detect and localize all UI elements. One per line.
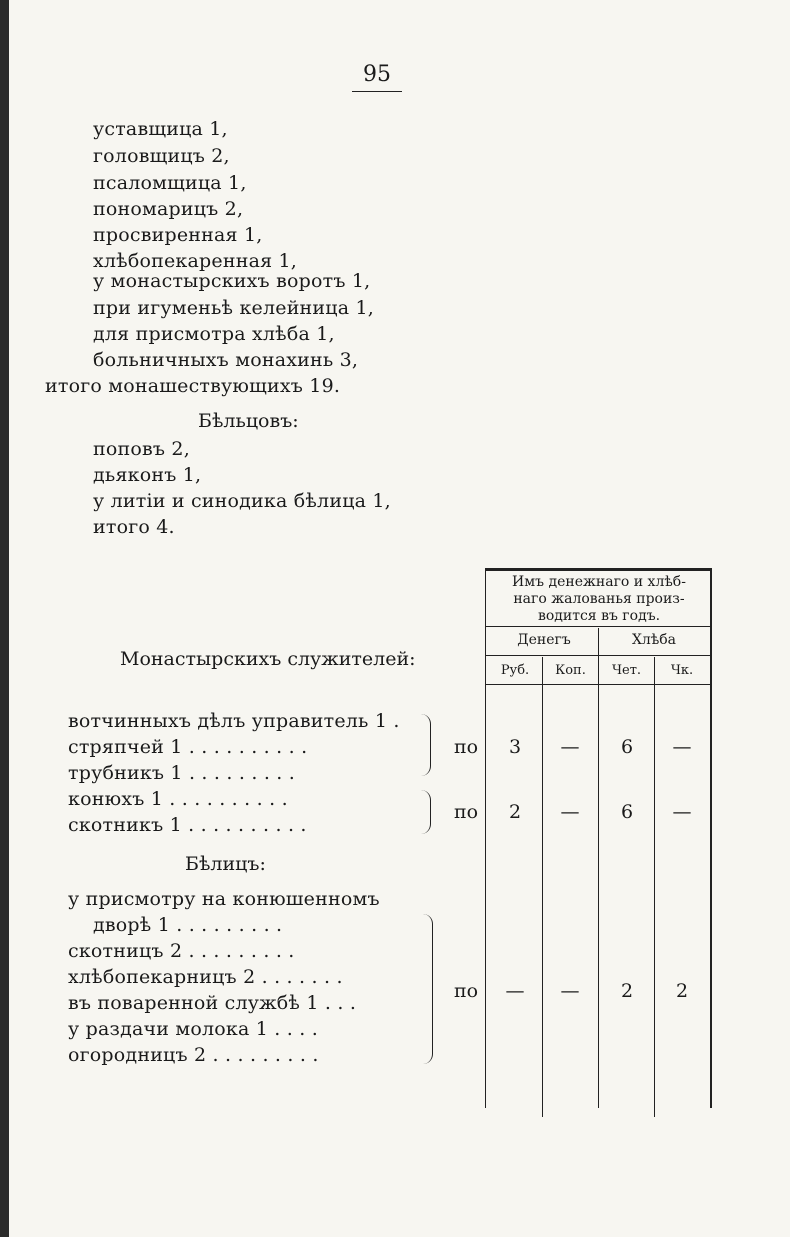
- table-cell: 2: [508, 801, 522, 823]
- table-header-line: Имъ денежнаго и хлѣб-: [512, 574, 686, 590]
- table-header-line: водится въ годъ.: [537, 608, 661, 624]
- secular-heading: Бѣльцовъ:: [198, 410, 299, 432]
- list-item: у раздачи молока 1 . . . .: [68, 1018, 318, 1040]
- servants-heading: Монастырскихъ служителей:: [120, 648, 416, 670]
- col-money: Денегъ: [517, 632, 571, 648]
- col-rub: Руб.: [500, 663, 530, 678]
- table-cell: 2: [675, 980, 689, 1002]
- list-item: поповъ 2,: [93, 438, 190, 460]
- list-item: скотникъ 1 . . . . . . . . . .: [68, 814, 307, 836]
- brace: [420, 790, 431, 834]
- table-col-rule: [654, 657, 655, 1117]
- list-item: просвиренная 1,: [93, 224, 263, 246]
- table-col-rule: [542, 657, 543, 1117]
- list-item: для присмотра хлѣба 1,: [93, 323, 335, 345]
- table-cell: 6: [620, 736, 634, 758]
- list-item: уставщица 1,: [93, 118, 228, 140]
- table-top-rule: [485, 568, 711, 571]
- col-kop: Коп.: [555, 663, 586, 678]
- table-cell: —: [672, 736, 692, 758]
- po-label: по: [454, 801, 479, 823]
- list-item: конюхъ 1 . . . . . . . . . .: [68, 788, 288, 810]
- monks-total: итого монашествующихъ 19.: [45, 375, 341, 397]
- table-cell: —: [560, 801, 580, 823]
- table-header: [490, 574, 708, 625]
- table-rule: [486, 684, 710, 685]
- list-item: дворѣ 1 . . . . . . . . .: [93, 914, 283, 936]
- list-item: огородницъ 2 . . . . . . . . .: [68, 1044, 319, 1066]
- list-item: псаломщица 1,: [93, 172, 247, 194]
- table-left-rule: [485, 568, 486, 1108]
- belits-heading: Бѣлицъ:: [185, 853, 266, 875]
- list-item: въ поваренной службѣ 1 . . .: [68, 992, 357, 1014]
- list-item: головщицъ 2,: [93, 145, 230, 167]
- list-item: вотчинныхъ дѣлъ управитель 1 .: [68, 710, 400, 732]
- table-cell: —: [560, 980, 580, 1002]
- list-item: стряпчей 1 . . . . . . . . . .: [68, 736, 308, 758]
- table-col-rule: [598, 628, 599, 1108]
- list-item: скотницъ 2 . . . . . . . . .: [68, 940, 295, 962]
- table-cell: —: [672, 801, 692, 823]
- po-label: по: [454, 736, 479, 758]
- table-rule: [486, 655, 710, 656]
- brace: [420, 714, 431, 776]
- list-item: у литіи и синодика бѣлица 1,: [93, 490, 391, 512]
- list-item: хлѣбопекаренная 1,: [93, 250, 298, 272]
- col-bread: Хлѣба: [631, 632, 677, 648]
- list-item: трубникъ 1 . . . . . . . . .: [68, 762, 296, 784]
- list-item: у присмотру на конюшенномъ: [68, 888, 380, 910]
- table-right-rule: [710, 568, 712, 1108]
- col-chet: Чет.: [611, 663, 642, 678]
- brace: [422, 914, 433, 1064]
- table-cell: 6: [620, 801, 634, 823]
- table-cell: 2: [620, 980, 634, 1002]
- table-cell: —: [505, 980, 525, 1002]
- list-item: итого 4.: [93, 516, 175, 538]
- list-item: хлѣбопекарницъ 2 . . . . . . .: [68, 966, 343, 988]
- page-number: 95: [352, 62, 402, 92]
- table-cell: —: [560, 736, 580, 758]
- po-label: по: [454, 980, 479, 1002]
- list-item: у монастырскихъ воротъ 1,: [93, 270, 371, 292]
- list-item: при игуменьѣ келейница 1,: [93, 297, 374, 319]
- list-item: больничныхъ монахинь 3,: [93, 349, 359, 371]
- table-cell: 3: [508, 736, 522, 758]
- list-item: дьяконъ 1,: [93, 464, 202, 486]
- table-rule: [486, 626, 710, 627]
- list-item: пономарицъ 2,: [93, 198, 244, 220]
- table-header-line: наго жалованья произ-: [513, 591, 685, 607]
- page-left-edge: [0, 0, 9, 1237]
- col-chk: Чк.: [670, 663, 694, 678]
